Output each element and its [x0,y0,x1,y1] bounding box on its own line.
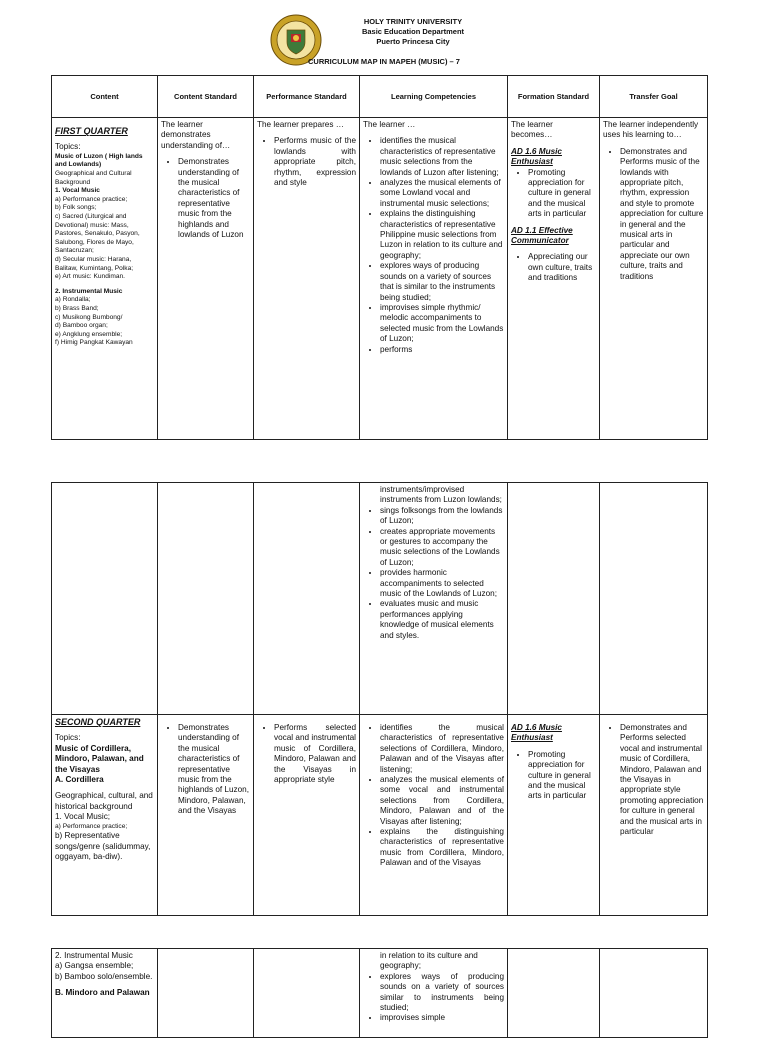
transfer-goal-cell [600,949,708,1038]
formation-standard-cell [508,483,600,715]
topics-label: Topics: [55,142,81,152]
formation-standard-cell [508,949,600,1038]
formation-tag: AD 1.1 Effective Communicator [511,225,573,246]
col-header-content-standard: Content Standard [158,76,254,118]
col-header-learning-competencies: Learning Competencies [360,76,508,118]
content-standard-cell [158,483,254,715]
performance-standard-cell [254,715,360,916]
content-cell [52,715,158,916]
list-item: a) Performance practice; [55,195,128,203]
list-item: a) Rondalla; [55,296,91,304]
list-item: • Performs music of the lowlands with appropriate pitch, rhythm, expression and style [274,136,356,188]
continued-text: instruments/improvised instruments from Luzon lowlands; [380,485,502,505]
list-item: • explores ways of producing sounds on a variety of sources that is similar to the instruments being studied; [380,261,504,303]
topic-subtitle: B. Mindoro and Palawan [55,988,150,998]
cell-intro: The learner … [363,120,416,129]
learning-competencies-cell [360,118,508,440]
list-item: • Promoting appreciation for culture in general and the musical arts in particular [528,750,596,802]
university-name: HOLY TRINITY UNIVERSITY [363,17,463,26]
list-item: • Demonstrates and Performs selected vocal and instrumental music of Cordillera, Mindoro, Palawan and the Visayas in appropriate style promoting appreciation for culture in general and the musical arts in particular [620,723,704,837]
list-item: • explains the distinguishing characteristics of representative music from Cordillera, Mindoro, Palawan and of the Visayas [380,827,504,869]
col-header-formation-standard: Formation Standard [508,76,600,118]
performance-standard-cell [254,118,360,440]
cell-intro: The learner demonstrates understanding of… [161,120,231,150]
formation-standard-cell [508,118,600,440]
content-standard-cell [158,715,254,916]
list-item: b) Representative songs/genre (salidummay, oggayam, ba-diw). [55,831,151,862]
instrumental-music-title: 2. Instrumental Music [55,287,123,295]
learning-competencies-cell [360,483,508,715]
formation-standard-cell [508,715,600,916]
cell-intro: The learner prepares … [257,120,344,129]
list-item: • Appreciating our own culture, traits and traditions [528,252,596,283]
list-item: c) Musikong Bumbong/ [55,313,123,321]
topic-background: Geographical, cultural, and historical background [55,791,153,811]
list-item: a) Gangsa ensemble; [55,961,134,971]
transfer-goal-cell [600,715,708,916]
list-item: • explores ways of producing sounds on a variety of sources similar to instruments being studied; [380,972,504,1014]
curriculum-table-page1 [51,75,708,440]
content-cell [52,483,158,715]
topic-background: Geographical and Cultural Background [55,170,132,186]
topic-title: Music of Cordillera, Mindoro, Palawan, and the Visayas [55,743,144,774]
department-name: Basic Education Department [361,27,465,36]
list-item: c) Sacred (Liturgical and Devotional) music: Mass, Pastores, Senakulo, Pasyon, Salubong, Flores de Mayo, Santacruzan; [55,212,140,255]
topic-title: Music of Luzon ( High lands and Lowlands) [55,152,143,169]
table-row [52,715,708,916]
vocal-music-title: 1. Vocal Music [55,187,100,195]
transfer-goal-cell [600,483,708,715]
list-item: • Demonstrates understanding of the musical characteristics of representative music from the highlands and lowlands of Luzon [178,157,250,240]
table-row [52,118,708,440]
table-row [52,949,708,1038]
list-item: • analyzes the musical elements of some vocal and instrumental selections from Cordillera, Mindoro, Palawan and of the Visayas after listening; [380,775,504,827]
content-standard-cell [158,118,254,440]
instrumental-music-title: 2. Instrumental Music [55,951,133,960]
document-title: CURRICULUM MAP IN MAPEH (MUSIC) – 7 [308,57,460,66]
table-header-row [52,76,708,118]
document-header [0,12,768,70]
list-item: • explains the distinguishing characteristics of representative Philippine music selections from Luzon in relation to its culture and geography; [380,209,504,261]
learning-competencies-cell [360,715,508,916]
cell-intro: The learner independently uses his learning to… [603,120,699,140]
list-item: • identifies the musical characteristics of representative music selections from the lowlands of Luzon after listening; [380,136,504,178]
list-item: • improvises simple [380,1013,504,1023]
list-item: e) Art music: Kundiman. [55,273,125,281]
list-item: • Demonstrates understanding of the musical characteristics of representative music from the highlands of Luzon, Mindoro, Palawan, and the Visayas [178,723,250,817]
list-item: • identifies the musical characteristics of representative selections of Cordillera, Mindoro, Palawan and of the Visayas after listening; [380,723,504,775]
table-row [52,483,708,715]
city-name: Puerto Princesa City [376,37,450,46]
list-item: d) Bamboo organ; [55,322,108,330]
quarter-title: FIRST QUARTER [55,126,128,136]
list-item: • Performs selected vocal and instrumental music of Cordillera, Mindoro, Palawan and the Visayas in appropriate style [274,723,356,785]
content-cell [52,949,158,1038]
list-item: b) Folk songs; [55,204,97,212]
formation-tag: AD 1.6 Music Enthusiast [511,723,562,743]
list-item: • performs [380,345,504,355]
list-item: • analyzes the musical elements of some Lowland vocal and instrumental music selections; [380,178,504,209]
list-item: b) Bamboo solo/ensemble. [55,971,153,981]
col-header-transfer-goal: Transfer Goal [600,76,708,118]
topic-subtitle: A. Cordillera [55,775,104,785]
list-item: e) Angklung ensemble; [55,330,123,338]
list-item: • sings folksongs from the lowlands of Luzon; [380,506,504,527]
transfer-goal-cell [600,118,708,440]
content-cell [52,118,158,440]
col-header-content: Content [52,76,158,118]
content-standard-cell [158,949,254,1038]
formation-tag: AD 1.6 Music Enthusiast [511,146,562,167]
col-header-performance-standard: Performance Standard [254,76,360,118]
list-item: f) Himig Pangkat Kawayan [55,339,133,347]
cell-intro: The learner becomes… [511,120,553,140]
vocal-music-title: 1. Vocal Music; [55,812,111,822]
learning-competencies-cell [360,949,508,1038]
quarter-title: SECOND QUARTER [55,717,141,727]
curriculum-table-page3 [51,948,708,1038]
performance-standard-cell [254,483,360,715]
list-item: • provides harmonic accompaniments to selected music of the Lowlands of Luzon; [380,568,504,599]
topics-label: Topics: [55,733,81,743]
list-item: d) Secular music: Harana, Balitaw, Kumintang, Polka; [55,255,134,272]
list-item: • evaluates music and music performances applying knowledge of musical elements and styles. [380,599,504,641]
list-item: • Promoting appreciation for culture in general and the musical arts in particular [528,168,596,220]
curriculum-table-page2 [51,482,708,916]
performance-standard-cell [254,949,360,1038]
list-item: • Demonstrates and Performs music of the lowlands with appropriate pitch, rhythm, expression and style to promote appreciation for culture in general and the musical arts in particular and appreciate our own culture, traits and traditions [620,147,704,282]
institution-block [318,17,508,47]
list-item: • improvises simple rhythmic/ melodic accompaniments to selected music from the Lowlands of Luzon; [380,303,504,345]
list-item: • creates appropriate movements or gestures to accompany the music selections of the Lowlands of Luzon; [380,527,504,569]
list-item: a) Performance practice; [55,822,128,830]
continued-text: in relation to its culture and geography; [380,951,478,971]
list-item: b) Brass Band; [55,304,99,312]
